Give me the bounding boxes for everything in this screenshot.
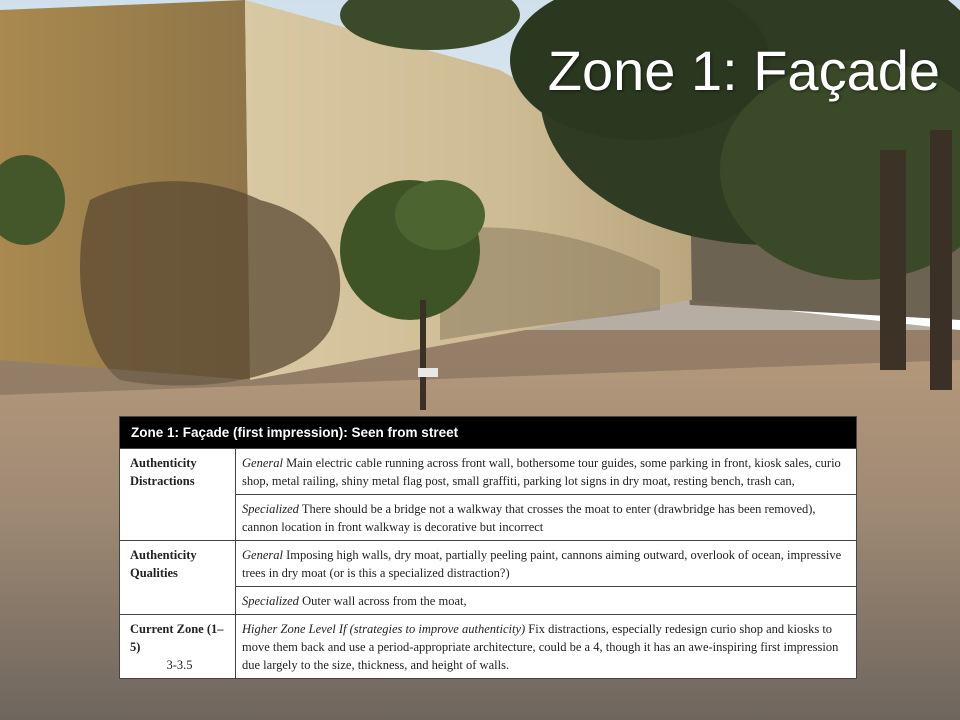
cell-text: Outer wall across from the moat,: [298, 594, 467, 608]
cell-tag: General: [242, 456, 283, 470]
cell-tag: Higher Zone Level If (strategies to improve authenticity): [242, 622, 526, 636]
table-row: [120, 615, 857, 679]
zone-assessment-table: [119, 416, 857, 679]
table-row: [120, 541, 857, 587]
table-cell: [236, 541, 857, 587]
current-zone-score: 3-3.5: [166, 658, 193, 672]
row-label-current-zone: [120, 615, 236, 679]
cell-tag: Specialized: [242, 502, 299, 516]
cell-text: There should be a bridge not a walkway that crosses the moat to enter (drawbridge has been removed), cannon location in front walkway is decorative but incorrect: [242, 502, 816, 534]
table-cell: [236, 615, 857, 679]
cell-tag: General: [242, 548, 283, 562]
slide-title: Zone 1: Façade: [547, 39, 940, 102]
table-cell: [236, 449, 857, 495]
row-label-distractions: Authenticity Distractions: [120, 449, 236, 541]
table-header: Zone 1: Façade (first impression): Seen from street: [120, 417, 857, 449]
cell-text: Main electric cable running across front wall, bothersome tour guides, some parking in front, kiosk sales, curio shop, metal railing, shiny metal flag post, small graffiti, parking lot signs in dry moat, resting bench, trash can,: [242, 456, 841, 488]
cell-text: Fix distractions, especially redesign curio shop and kiosks to move them back and use a period-appropriate architecture, could be a 4, though it has an awe-inspiring first impression due largely to the size, thickness, and height of walls.: [242, 622, 839, 672]
table-header-row: [120, 417, 857, 449]
table-row: [120, 449, 857, 495]
cell-text: Imposing high walls, dry moat, partially peeling paint, cannons aiming outward, overlook of ocean, impressive trees in dry moat (or is this a specialized distraction?): [242, 548, 842, 580]
current-zone-label: Current Zone (1–5): [130, 622, 224, 654]
row-label-qualities: Authenticity Qualities: [120, 541, 236, 615]
table-cell: [236, 587, 857, 615]
table-cell: [236, 495, 857, 541]
cell-tag: Specialized: [242, 594, 299, 608]
